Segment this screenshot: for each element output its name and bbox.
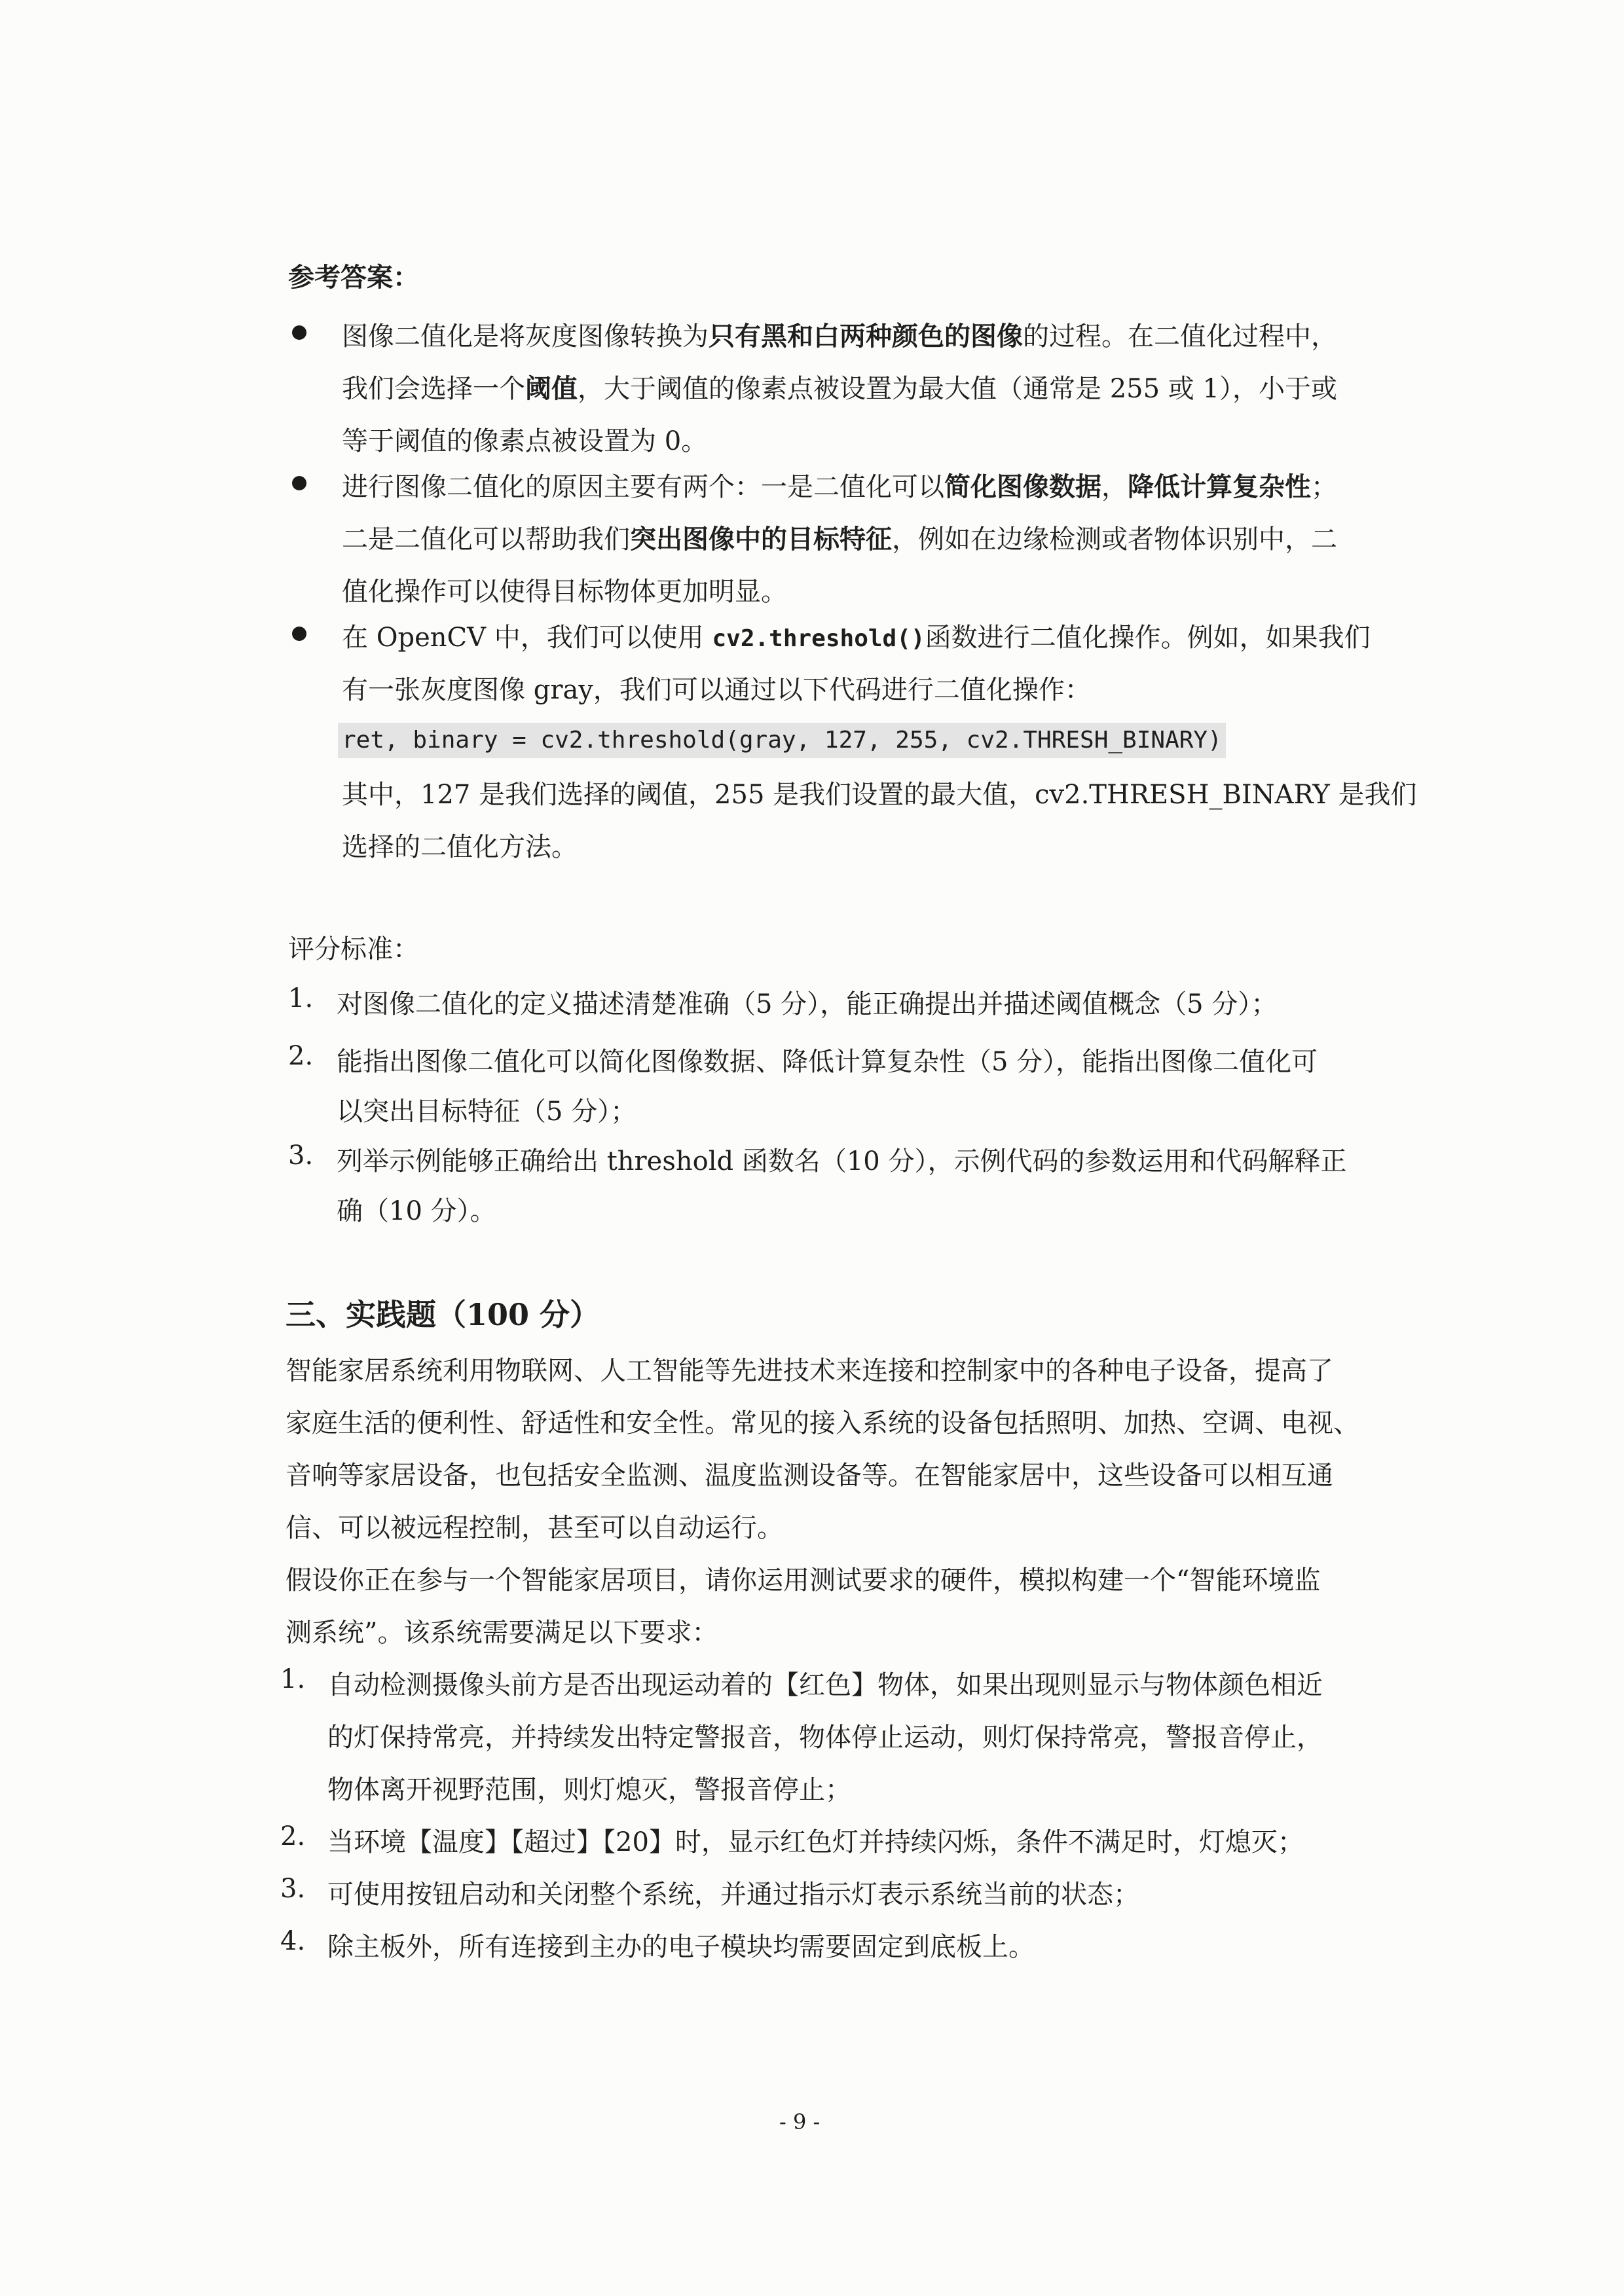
bullet-2-line-3: 值化操作可以使得目标物体更加明显。 xyxy=(342,577,787,607)
bullet-dot xyxy=(292,325,306,340)
scoring-item-1-line-1: 对图像二值化的定义描述清楚准确（5 分），能正确提出并描述阈值概念（5 分）； xyxy=(337,989,1278,1019)
intro-line: 智能家居系统利用物联网、人工智能等先进技术来连接和控制家中的各种电子设备，提高了 xyxy=(286,1356,1333,1386)
bold-text-run: 突出图像中的目标特征 xyxy=(630,524,892,555)
bold-text-run: 降低计算复杂性 xyxy=(1128,471,1311,502)
text-run: 二是二值化可以帮助我们 xyxy=(342,524,630,555)
bold-text-run: 只有黑和白两种颜色的图像 xyxy=(709,321,1023,352)
requirement-2-line: 当环境【温度】【超过】【20】时，显示红色灯并持续闪烁，条件不满足时，灯熄灭； xyxy=(327,1827,1304,1857)
requirement-3-line: 可使用按钮启动和关闭整个系统，并通过指示灯表示系统当前的状态； xyxy=(327,1880,1139,1910)
scoring-item-2-line-2: 以突出目标特征（5 分）； xyxy=(337,1097,637,1127)
scoring-item-number: 3. xyxy=(288,1140,314,1171)
requirement-1-line: 自动检测摄像头前方是否出现运动着的【红色】物体，如果出现则显示与物体颜色相近 xyxy=(327,1670,1323,1700)
page-number: - 9 - xyxy=(779,2109,821,2134)
bullet-1-line-1 xyxy=(342,316,1337,353)
scoring-item-2-line-1: 能指出图像二值化可以简化图像数据、降低计算复杂性（5 分），能指出图像二值化可 xyxy=(337,1047,1318,1077)
bullet-3-line-4: 其中，127 是我们选择的阈值，255 是我们设置的最大值，cv2.THRESH_BINARY 是我们 xyxy=(342,780,1417,810)
bold-text-run: 简化图像数据 xyxy=(944,471,1101,502)
section-title: 三、实践题（100 分） xyxy=(286,1297,600,1332)
bullet-1-line-2 xyxy=(342,368,1337,405)
text-run: ， xyxy=(1101,472,1128,502)
bullet-3-line-1 xyxy=(342,617,1371,654)
scoring-heading: 评分标准： xyxy=(288,934,419,964)
scoring-item-3-line-2: 确（10 分）。 xyxy=(337,1196,496,1226)
scoring-item-number: 2. xyxy=(288,1041,314,1071)
bullet-3-line-2: 有一张灰度图像 gray，我们可以通过以下代码进行二值化操作： xyxy=(342,675,1091,705)
requirement-1-line: 的灯保持常亮，并持续发出特定警报音，物体停止运动，则灯保持常亮，警报音停止， xyxy=(327,1722,1323,1753)
scoring-item-number: 1. xyxy=(288,983,314,1013)
bold-text-run: 阈值 xyxy=(525,373,578,404)
bullet-1-line-3: 等于阈值的像素点被设置为 0。 xyxy=(342,426,708,456)
task-line: 测系统”。该系统需要满足以下要求： xyxy=(286,1618,718,1648)
bullet-2-line-1 xyxy=(342,466,1337,503)
text-run: 图像二值化是将灰度图像转换为 xyxy=(342,321,709,352)
text-run: 函数进行二值化操作。例如，如果我们 xyxy=(925,623,1371,653)
requirement-number: 1. xyxy=(280,1664,306,1694)
requirement-4-line: 除主板外，所有连接到主办的电子模块均需要固定到底板上。 xyxy=(327,1932,1035,1962)
text-run: 进行图像二值化的原因主要有两个：一是二值化可以 xyxy=(342,472,944,502)
code-inline: cv2.threshold() xyxy=(712,625,925,652)
intro-line: 家庭生活的便利性、舒适性和安全性。常见的接入系统的设备包括照明、加热、空调、电视、 xyxy=(286,1408,1359,1438)
text-run: 我们会选择一个 xyxy=(342,374,525,404)
text-run: ，大于阈值的像素点被设置为最大值（通常是 255 或 1），小于或 xyxy=(578,374,1337,404)
bullet-3-line-5: 选择的二值化方法。 xyxy=(342,832,578,862)
text-run: 在 OpenCV 中，我们可以使用 xyxy=(342,623,712,653)
code-snippet: ret, binary = cv2.threshold(gray, 127, 255, cv2.THRESH_BINARY) xyxy=(338,723,1226,758)
requirement-1-line: 物体离开视野范围，则灯熄灭，警报音停止； xyxy=(327,1775,851,1805)
bullet-2-line-2 xyxy=(342,519,1337,556)
text-run: ； xyxy=(1311,472,1337,502)
scoring-item-3-line-1: 列举示例能够正确给出 threshold 函数名（10 分），示例代码的参数运用和代码解释正 xyxy=(337,1146,1347,1176)
intro-line: 信、可以被远程控制，甚至可以自动运行。 xyxy=(286,1513,783,1543)
answer-heading: 参考答案： xyxy=(288,262,419,293)
text-run: ，例如在边缘检测或者物体识别中，二 xyxy=(892,524,1337,555)
bullet-dot xyxy=(292,476,306,490)
text-run: 的过程。在二值化过程中， xyxy=(1023,321,1337,352)
intro-line: 音响等家居设备，也包括安全监测、温度监测设备等。在智能家居中，这些设备可以相互通 xyxy=(286,1461,1333,1491)
task-line: 假设你正在参与一个智能家居项目，请你运用测试要求的硬件，模拟构建一个“智能环境监 xyxy=(286,1565,1321,1595)
requirement-number: 2. xyxy=(280,1821,306,1851)
bullet-dot xyxy=(292,627,306,641)
requirement-number: 4. xyxy=(280,1926,306,1956)
requirement-number: 3. xyxy=(280,1874,306,1904)
